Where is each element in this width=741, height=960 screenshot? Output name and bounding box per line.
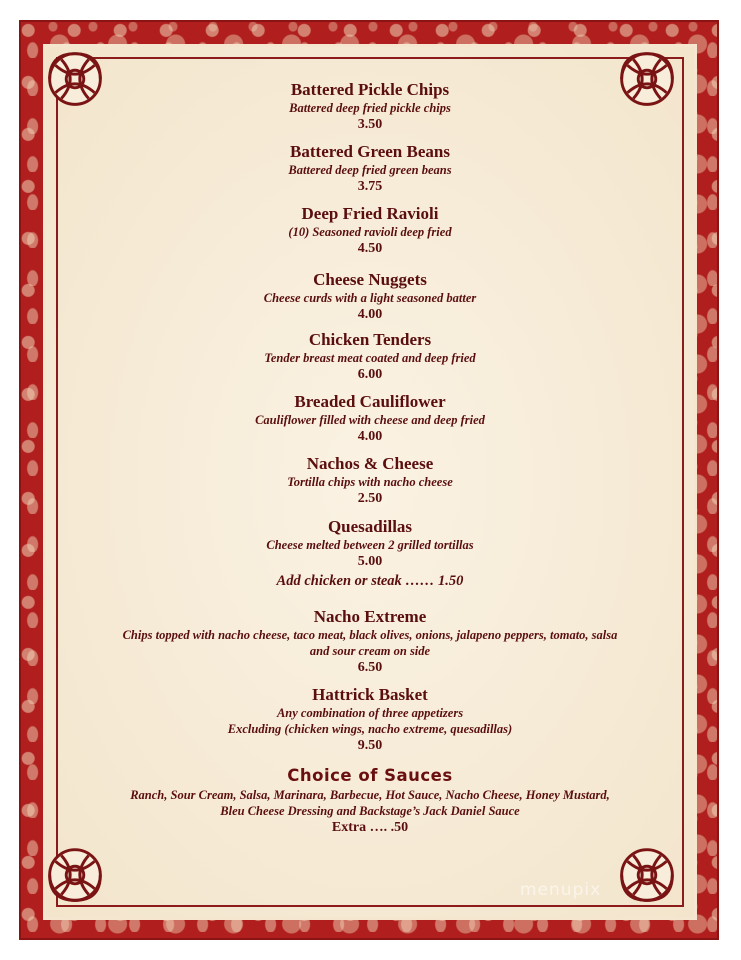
- celtic-knot-icon: [608, 836, 686, 914]
- item-name: Battered Pickle Chips: [290, 80, 450, 99]
- item-description: Battered deep fried pickle chips: [289, 101, 451, 115]
- item-name: Battered Green Beans: [290, 142, 450, 161]
- item-name: Chicken Tenders: [308, 330, 432, 349]
- watermark: menupix: [520, 880, 602, 900]
- sauces-list: Ranch, Sour Cream, Salsa, Marinara, Barbecue, Hot Sauce, Nacho Cheese, Honey Mustard,: [130, 788, 610, 802]
- item-description: (10) Seasoned ravioli deep fried: [288, 225, 452, 239]
- sauces-title: Choice of Sauces: [287, 766, 453, 785]
- menu-item: [70, 270, 670, 324]
- item-description-cont: and sour cream on side: [309, 644, 431, 658]
- menu-content: [70, 80, 670, 837]
- sauces-section: [70, 765, 670, 837]
- item-description: Cauliflower filled with cheese and deep fried: [255, 413, 485, 427]
- item-name: Nachos & Cheese: [306, 454, 434, 473]
- item-price: 5.00: [357, 554, 383, 569]
- item-name: Deep Fried Ravioli: [301, 204, 439, 223]
- celtic-knot-icon: [36, 836, 114, 914]
- sauces-list-cont: Bleu Cheese Dressing and Backstage’s Jack Daniel Sauce: [220, 804, 520, 818]
- menu-item: [70, 330, 670, 384]
- item-price: 3.50: [357, 117, 383, 132]
- menu-item: [70, 204, 670, 258]
- item-price: 2.50: [357, 491, 383, 506]
- item-price: 6.50: [357, 660, 383, 675]
- menu-item: [70, 685, 670, 755]
- item-name: Breaded Cauliflower: [294, 392, 446, 411]
- item-description: Any combination of three appetizers: [276, 706, 464, 720]
- item-description: Cheese curds with a light seasoned batter: [263, 291, 477, 305]
- item-name: Hattrick Basket: [312, 685, 428, 704]
- item-price: 9.50: [357, 738, 383, 753]
- item-description: Cheese melted between 2 grilled tortillas: [266, 538, 474, 552]
- menu-item: [70, 517, 670, 591]
- item-name: Cheese Nuggets: [313, 270, 427, 289]
- item-description-cont: Excluding (chicken wings, nacho extreme, quesadillas): [227, 722, 513, 736]
- item-description: Battered deep fried green beans: [288, 163, 452, 177]
- item-name: Nacho Extreme: [313, 607, 427, 626]
- item-name: Quesadillas: [327, 517, 413, 536]
- menu-item: [70, 80, 670, 134]
- menu-item: [70, 142, 670, 196]
- item-price: 4.00: [357, 307, 383, 322]
- item-price: 4.50: [357, 241, 383, 256]
- menu-item: [70, 392, 670, 446]
- sauces-price: Extra …. .50: [331, 820, 409, 835]
- item-price: 4.00: [357, 429, 383, 444]
- item-description: Chips topped with nacho cheese, taco meat, black olives, onions, jalapeno peppers, tomato, salsa: [122, 628, 618, 642]
- item-description: Tortilla chips with nacho cheese: [287, 475, 453, 489]
- menu-item: [70, 607, 670, 677]
- menu-item: [70, 454, 670, 508]
- item-price: 6.00: [357, 367, 383, 382]
- item-description: Tender breast meat coated and deep fried: [264, 351, 476, 365]
- item-price: 3.75: [357, 179, 383, 194]
- item-addon: Add chicken or steak …… 1.50: [276, 573, 464, 589]
